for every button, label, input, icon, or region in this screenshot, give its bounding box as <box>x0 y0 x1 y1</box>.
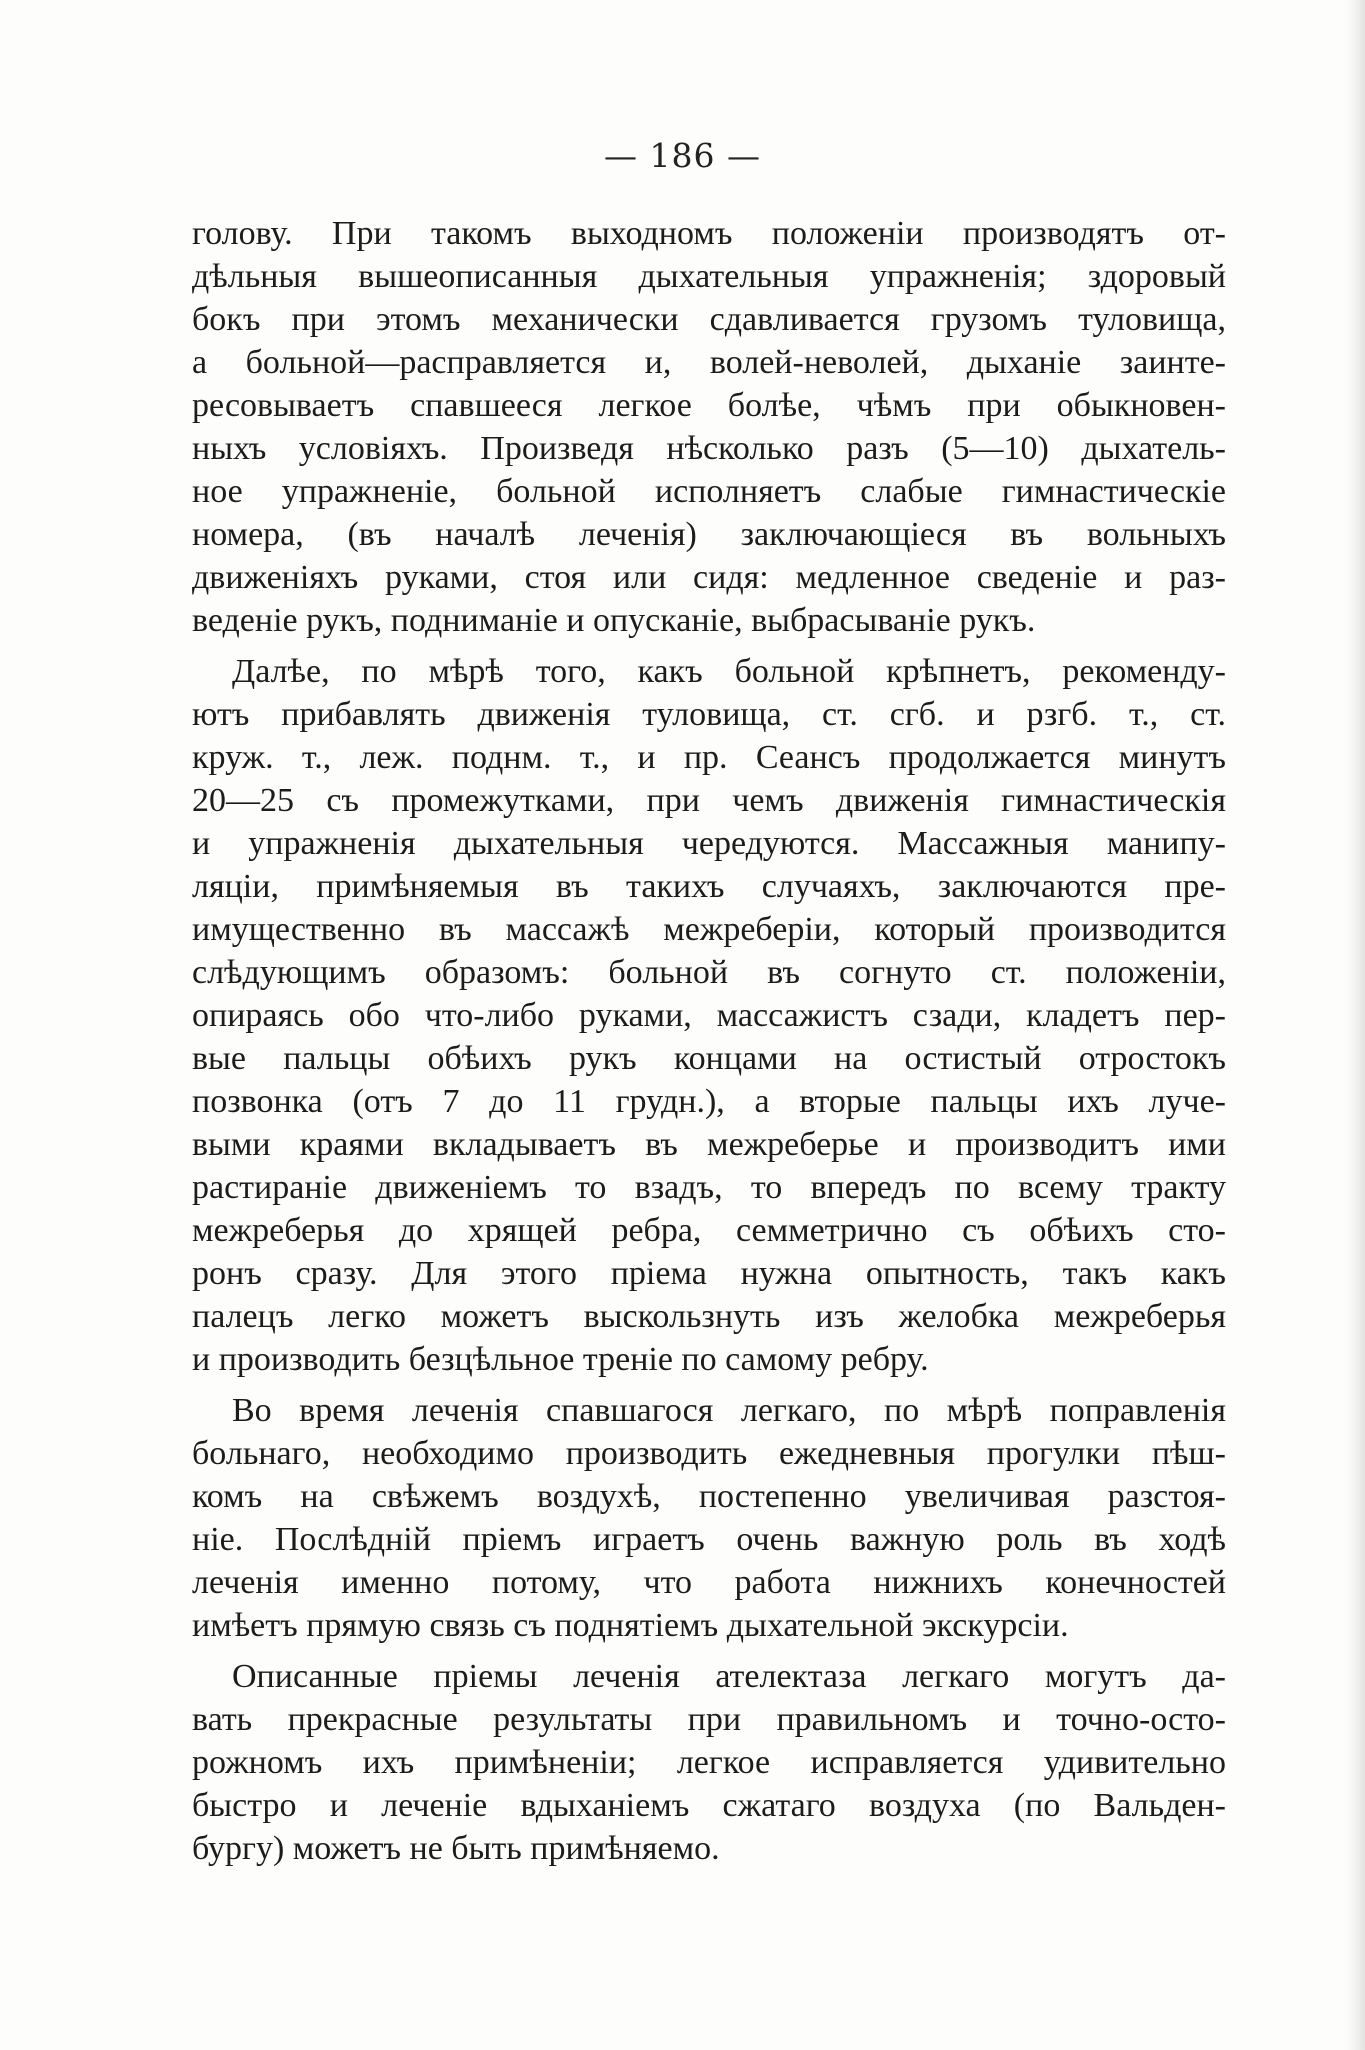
text-line: позвонка (отъ 7 до 11 грудн.), а вторые пальцы ихъ луче- <box>192 1083 1226 1120</box>
text-line: вать прекрасные результаты при правильномъ и точно-осто- <box>192 1701 1226 1738</box>
text-line: ляціи, примѣняемыя въ такихъ случаяхъ, заключаются пре- <box>192 868 1226 905</box>
text-line: номера, (въ началѣ леченія) заключающіеся въ вольныхъ <box>192 516 1226 553</box>
text-line: Описанные пріемы леченія ателектаза легкаго могутъ да- <box>232 1658 1226 1695</box>
text-line: Во время леченія спавшагося легкаго, по мѣрѣ поправленія <box>232 1392 1226 1429</box>
text-line: слѣдующимъ образомъ: больной въ согнуто ст. положеніи, <box>192 954 1226 991</box>
paragraph <box>192 650 1226 1381</box>
text-line: и производить безцѣльное треніе по самому ребру. <box>192 1341 929 1378</box>
body-text <box>192 212 1226 1870</box>
paragraph-gap <box>192 1381 1226 1389</box>
text-line: ныхъ условіяхъ. Произведя нѣсколько разъ (5—10) дыхатель- <box>192 430 1226 467</box>
text-line: больнаго, необходимо производить ежедневныя прогулки пѣш- <box>192 1435 1226 1472</box>
text-line: вые пальцы обѣихъ рукъ концами на остистый отростокъ <box>192 1040 1226 1077</box>
text-line: ніе. Послѣдній пріемъ играетъ очень важную роль въ ходѣ <box>192 1521 1226 1558</box>
text-line: а больной—расправляется и, волей-неволей, дыханіе заинте- <box>192 344 1226 381</box>
paragraph-gap <box>192 642 1226 650</box>
text-line: Далѣе, по мѣрѣ того, какъ больной крѣпнетъ, рекоменду- <box>232 653 1226 690</box>
text-line: имѣетъ прямую связь съ поднятіемъ дыхательной экскурсіи. <box>192 1607 1069 1644</box>
text-line: дѣльныя вышеописанныя дыхательныя упражненія; здоровый <box>192 258 1226 295</box>
text-line: опираясь обо что-либо руками, массажистъ сзади, кладетъ пер- <box>192 997 1226 1034</box>
text-line: голову. При такомъ выходномъ положеніи производятъ от- <box>192 215 1226 252</box>
text-line: имущественно въ массажѣ межреберіи, который производится <box>192 911 1226 948</box>
text-line: быстро и леченіе вдыханіемъ сжатаго воздуха (по Вальден- <box>192 1787 1226 1824</box>
text-line: бокъ при этомъ механически сдавливается грузомъ туловища, <box>192 301 1226 338</box>
text-line: круж. т., леж. поднм. т., и пр. Сеансъ продолжается минутъ <box>192 739 1226 776</box>
text-line: ресовываетъ спавшееся легкое болѣе, чѣмъ при обыкновен- <box>192 387 1226 424</box>
text-line: движеніяхъ руками, стоя или сидя: медленное сведеніе и раз- <box>192 559 1226 596</box>
text-line: ютъ прибавлять движенія туловища, ст. сгб. и рзгб. т., ст. <box>192 696 1226 733</box>
text-line: выми краями вкладываетъ въ межреберье и производитъ ими <box>192 1126 1226 1163</box>
paragraph-gap <box>192 1647 1226 1655</box>
text-line: и упражненія дыхательныя чередуются. Массажныя манипу- <box>192 825 1226 862</box>
text-line: рожномъ ихъ примѣненіи; легкое исправляется удивительно <box>192 1744 1226 1781</box>
page-number: — 186 — <box>604 136 761 175</box>
text-line: веденіе рукъ, подниманіе и опусканіе, выбрасываніе рукъ. <box>192 602 1036 639</box>
text-line: комъ на свѣжемъ воздухѣ, постепенно увеличивая разстоя- <box>192 1478 1226 1515</box>
text-line: ронъ сразу. Для этого пріема нужна опытность, такъ какъ <box>192 1255 1226 1292</box>
text-line: бургу) можетъ не быть примѣняемо. <box>192 1830 720 1867</box>
paragraph <box>192 212 1226 642</box>
paragraph <box>192 1389 1226 1647</box>
page-edge-shadow <box>1347 0 1365 2050</box>
text-line: 20—25 съ промежутками, при чемъ движенія гимнастическія <box>192 782 1226 819</box>
text-line: ное упражненіе, больной исполняетъ слабые гимнастическіе <box>192 473 1226 510</box>
paragraph <box>192 1655 1226 1870</box>
text-line: растираніе движеніемъ то взадъ, то впередъ по всему тракту <box>192 1169 1226 1206</box>
text-line: леченія именно потому, что работа нижнихъ конечностей <box>192 1564 1226 1601</box>
text-line: палецъ легко можетъ выскользнуть изъ желобка межреберья <box>192 1298 1226 1335</box>
text-line: межреберья до хрящей ребра, семметрично съ обѣихъ сто- <box>192 1212 1226 1249</box>
